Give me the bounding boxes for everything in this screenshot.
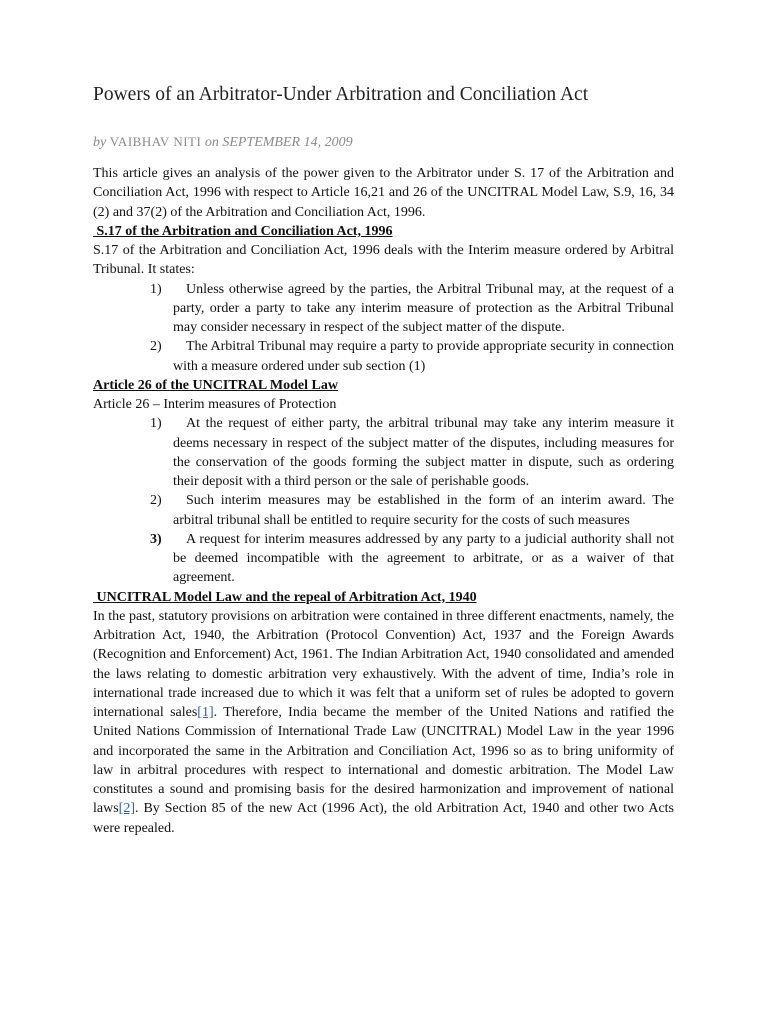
- list-number: 3): [150, 531, 162, 547]
- section-heading-uncitral: [93, 588, 674, 607]
- section-heading-s17: [93, 222, 674, 241]
- list-number: 1): [150, 281, 162, 297]
- list-text: A request for interim measures addressed by any party to a judicial authority shall not be deemed incompatible with the agreement to arbitrate, or as a waiver of that agreement.: [173, 531, 674, 586]
- publish-date: SEPTEMBER 14, 2009: [222, 135, 353, 150]
- article-body: [93, 164, 674, 838]
- byline-on: on: [204, 135, 219, 150]
- footnote-link-2[interactable]: [2]: [118, 801, 135, 817]
- section-heading-text: UNCITRAL Model Law and the repeal of Arbitration Act, 1940: [96, 589, 477, 605]
- list-number: 2): [150, 493, 162, 509]
- list-text: The Arbitral Tribunal may require a party to provide appropriate security in connection with a measure ordered under sub section (1): [173, 339, 674, 374]
- intro-paragraph: This article gives an analysis of the power given to the Arbitrator under S. 17 of the Arbitration and Conciliation Act, 1996 with respect to Article 16,21 and 26 of the UNCITRAL Model Law, S.9, 16, 34 (2) and 37(2) of the Arbitration and Conciliation Act, 1996.: [93, 166, 674, 220]
- section-lead: Article 26 – Interim measures of Protection: [93, 397, 337, 412]
- byline: [93, 134, 353, 151]
- footnote-link-1[interactable]: [1]: [197, 705, 214, 720]
- section-heading-article26: Article 26 of the UNCITRAL Model Law: [93, 377, 338, 393]
- paragraph-text: . By Section 85 of the new Act (1996 Act), the old Arbitration Act, 1940 and other two Acts were repealed.: [93, 801, 674, 836]
- list-number: 1): [150, 416, 162, 432]
- list-text: Unless otherwise agreed by the parties, the Arbitral Tribunal may, at the request of a party, order a party to take any interim measure of protection as the Arbitral Tribunal may consider necessary in respect of the subject matter of the dispute.: [173, 281, 674, 335]
- byline-by: by: [93, 135, 107, 150]
- list-item: [93, 530, 674, 588]
- list-item: [93, 280, 674, 338]
- article-title: Powers of an Arbitrator-Under Arbitration and Conciliation Act: [93, 84, 589, 105]
- section-heading-text: S.17 of the Arbitration and Conciliation Act, 1996: [96, 223, 393, 239]
- list-number: 2): [150, 339, 162, 355]
- list-text: At the request of either party, the arbitral tribunal may take any interim measure it deems necessary in respect of the subject matter of the disputes, including measures for the conservation of the goods forming the subject matter in dispute, such as ordering their deposit with a third person or the sale of perishable goods.: [173, 416, 674, 489]
- history-paragraph: [93, 607, 674, 838]
- list-item: [93, 414, 674, 491]
- list-text: Such interim measures may be established in the form of an interim award. The arbitral tribunal shall be entitled to require security for the costs of such measures: [173, 493, 674, 528]
- author-link[interactable]: VAIBHAV NITI: [109, 134, 202, 149]
- list-item: [93, 491, 674, 530]
- list-item: [93, 337, 674, 376]
- paragraph-text: . Therefore, India became the member of the United Nations and ratified the United Nations Commission of International Trade Law (UNCITRAL) Model Law in the year 1996 and incorporated the same in the Arbitration and Conciliation Act, 1996 so as to bring uniformity of law in arbitral procedures with respect to international and domestic arbitration. The Model Law constitutes a sound and promising basis for the desired harmonization and improvement of national laws: [93, 705, 675, 817]
- paragraph-text: In the past, statutory provisions on arbitration were contained in three different enactments, namely, the Arbitration Act, 1940, the Arbitration (Protocol Convention) Act, 1937 and the Foreign Awards (Recognition and Enforcement) Act, 1961. The Indian Arbitration Act, 1940 consolidated and amended the laws relating to domestic arbitration very exhaustively. With the advent of time, India’s role in international trade increased due to which it was felt that a uniform set of rules be adopted to govern international sales: [93, 608, 674, 720]
- section-lead: S.17 of the Arbitration and Conciliation Act, 1996 deals with the Interim measure ordered by Arbitral Tribunal. It states:: [93, 243, 674, 278]
